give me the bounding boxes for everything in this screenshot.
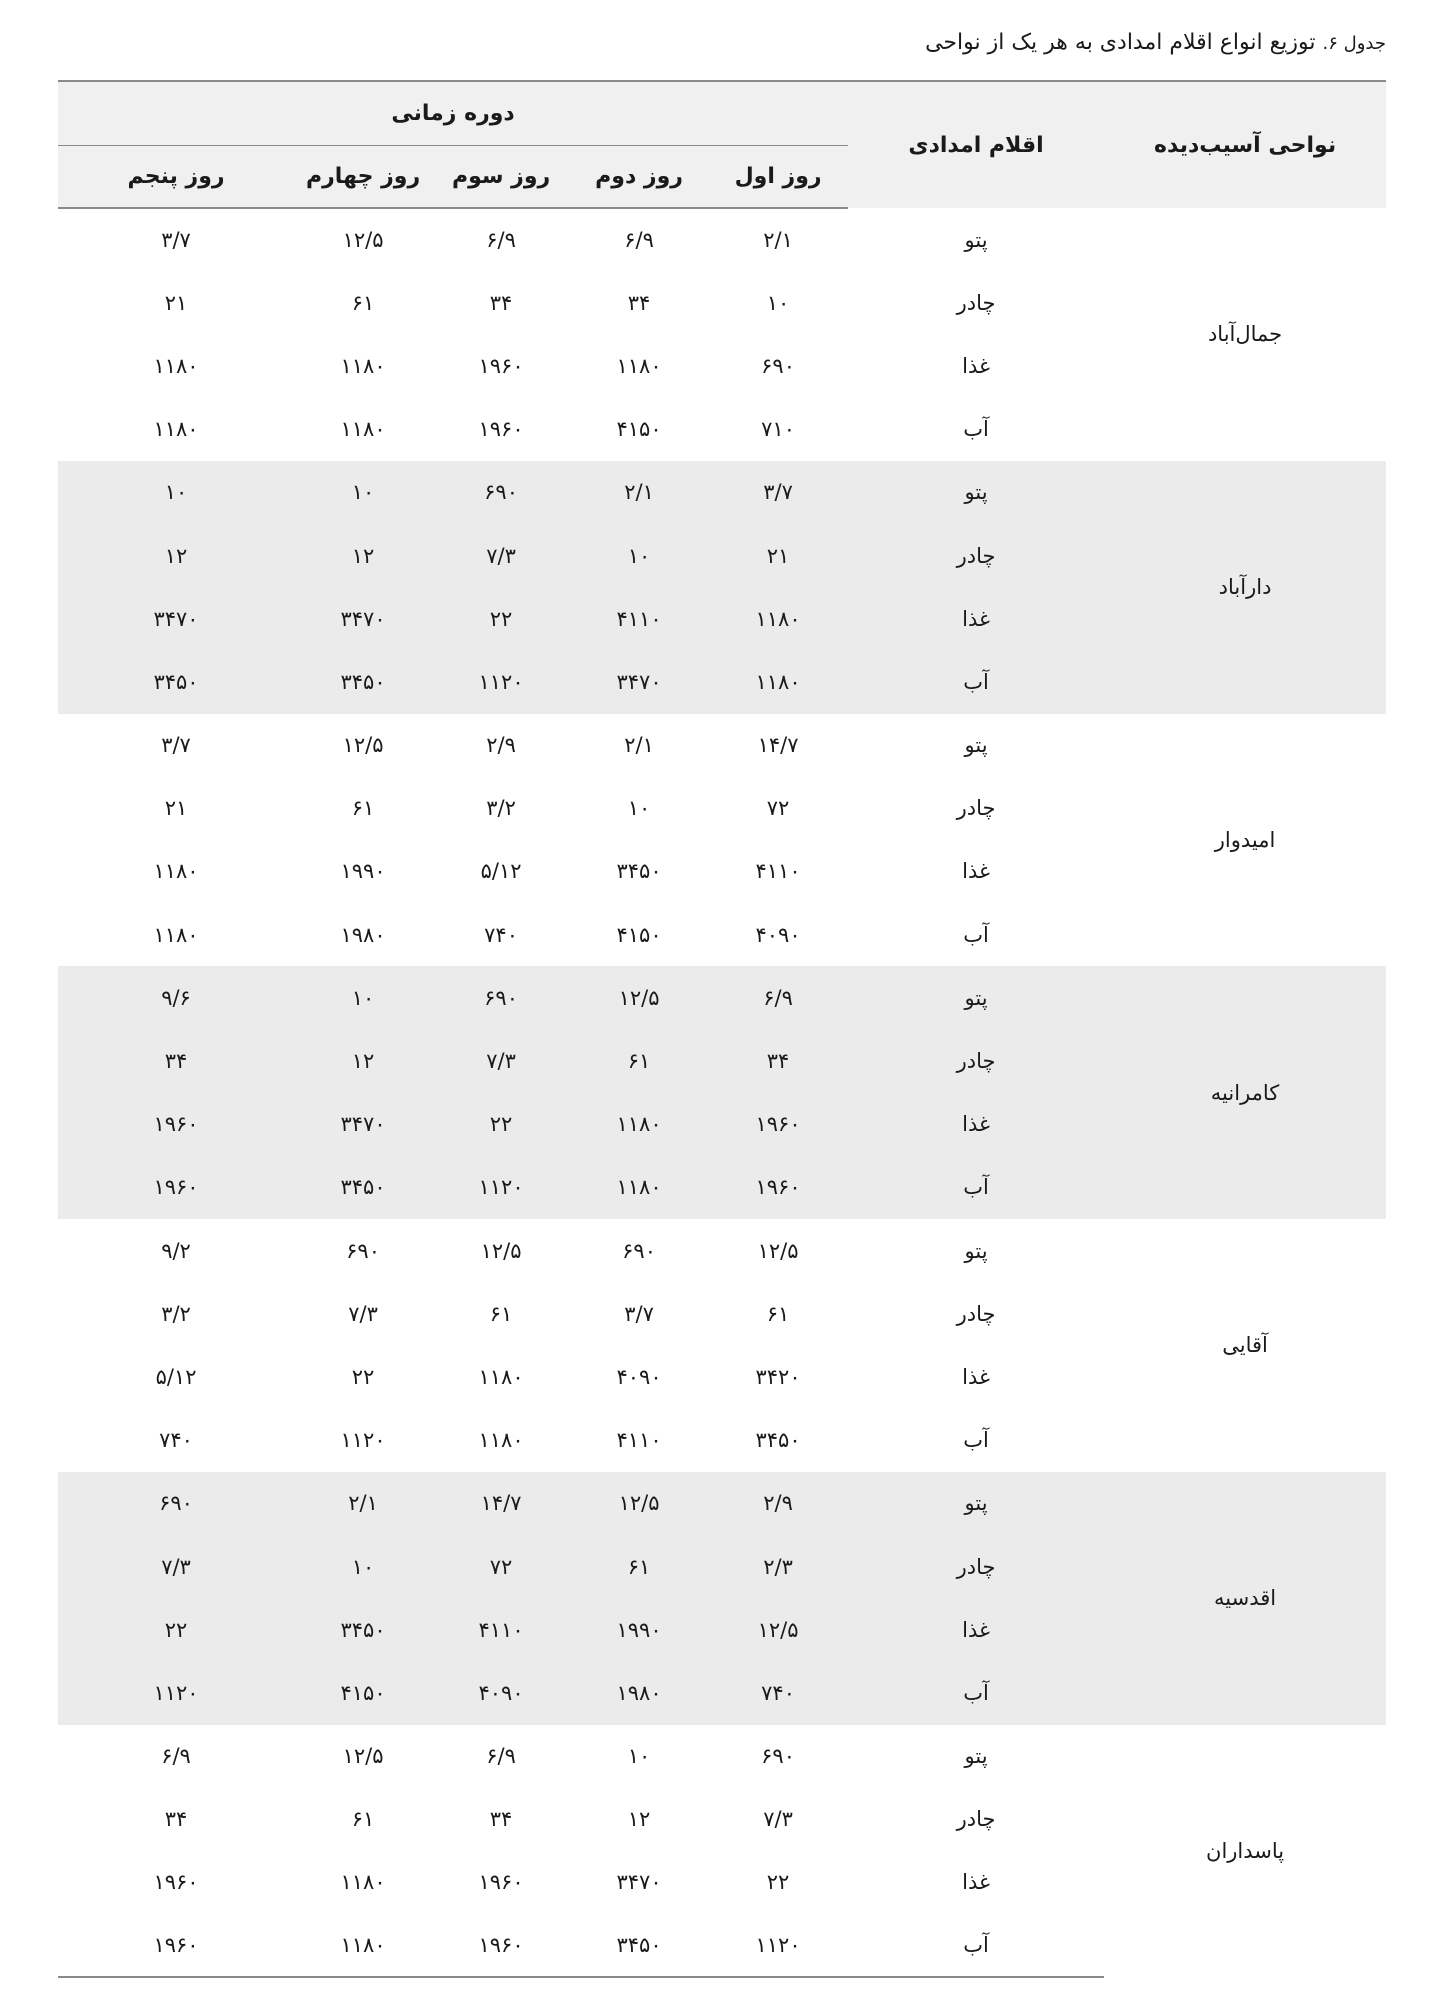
item-cell: چادر [848, 1535, 1104, 1598]
item-cell: چادر [956, 1301, 996, 1326]
region-cell: امیدوار [1214, 827, 1276, 852]
value-cell-day-5: ۱۹۶۰ [153, 1870, 199, 1895]
value-cell-day-2: ۳۴۷۰ [570, 650, 708, 713]
item-cell: چادر [956, 1807, 996, 1832]
item-cell: آب [963, 922, 989, 947]
value-cell-day-5: ۲۱ [164, 796, 188, 821]
table-header [58, 81, 1386, 208]
item-cell: آب [848, 1156, 1104, 1219]
value-cell-day-4: ۱۱۸۰ [294, 1914, 432, 1977]
value-cell-day-4: ۱۲ [294, 524, 432, 587]
value-cell-day-4: ۱۰ [294, 966, 432, 1029]
table-row [58, 966, 1386, 1029]
value-cell-day-5: ۳/۷ [161, 228, 191, 253]
value-cell-day-1: ۶۹۰ [761, 1744, 795, 1769]
value-cell-day-1: ۱۰ [766, 290, 790, 315]
relief-items-table [58, 80, 1386, 1978]
value-cell-day-2: ۴۱۱۰ [570, 587, 708, 650]
value-cell-day-4: ۱۲/۵ [342, 733, 384, 758]
value-cell-day-2: ۳/۷ [624, 1301, 654, 1326]
value-cell-day-1: ۶۱ [766, 1301, 790, 1326]
header-day-4: روز چهارم [294, 145, 432, 208]
item-cell: آب [963, 1428, 989, 1453]
value-cell-day-5: ۱۲ [58, 524, 294, 587]
item-cell: پتو [848, 1472, 1104, 1535]
value-cell-day-5: ۳/۷ [161, 733, 191, 758]
item-cell: آب [848, 650, 1104, 713]
value-cell-day-1: ۲/۹ [708, 1472, 848, 1535]
item-cell: چادر [848, 1029, 1104, 1092]
table-row [58, 1219, 1386, 1282]
value-cell-day-1: ۳۴۲۰ [755, 1364, 801, 1389]
region-cell: پاسداران [1206, 1838, 1285, 1863]
value-cell-day-5: ۱۰ [58, 461, 294, 524]
value-cell-day-4: ۱۱۸۰ [340, 353, 386, 378]
table-row [58, 714, 1386, 777]
value-cell-day-2: ۴۱۵۰ [616, 922, 662, 947]
value-cell-day-3: ۲/۹ [486, 733, 516, 758]
value-cell-day-3: ۶/۹ [486, 228, 516, 253]
value-cell-day-3: ۱۹۶۰ [478, 1870, 524, 1895]
table-row [58, 461, 1386, 524]
value-cell-day-5: ۳۴ [58, 1029, 294, 1092]
value-cell-day-5: ۶/۹ [161, 1744, 191, 1769]
value-cell-day-4: ۱۹۹۰ [340, 859, 386, 884]
value-cell-day-5: ۱۹۶۰ [58, 1156, 294, 1219]
value-cell-day-5: ۱۹۶۰ [58, 1914, 294, 1977]
value-cell-day-1: ۱۲/۵ [757, 1238, 799, 1263]
value-cell-day-3: ۳/۲ [486, 796, 516, 821]
value-cell-day-5: ۳۴۵۰ [58, 650, 294, 713]
value-cell-day-2: ۱۰ [570, 524, 708, 587]
value-cell-day-2: ۱۰ [627, 796, 651, 821]
value-cell-day-5: ۶۹۰ [58, 1472, 294, 1535]
value-cell-day-4: ۲/۱ [294, 1472, 432, 1535]
item-cell: غذا [962, 1364, 990, 1389]
value-cell-day-2: ۶/۹ [624, 228, 654, 253]
value-cell-day-3: ۶۹۰ [432, 461, 570, 524]
header-day-2: روز دوم [570, 145, 708, 208]
value-cell-day-4: ۷/۳ [348, 1301, 378, 1326]
value-cell-day-2: ۱۱۸۰ [616, 353, 662, 378]
value-cell-day-3: ۱۹۶۰ [478, 353, 524, 378]
value-cell-day-1: ۴۰۹۰ [755, 922, 801, 947]
value-cell-day-3: ۴۰۹۰ [432, 1661, 570, 1724]
value-cell-day-3: ۱۹۶۰ [432, 1914, 570, 1977]
value-cell-day-2: ۱۲ [627, 1807, 651, 1832]
value-cell-day-1: ۷/۳ [763, 1807, 793, 1832]
value-cell-day-3: ۶/۹ [486, 1744, 516, 1769]
item-cell: غذا [848, 1093, 1104, 1156]
value-cell-day-4: ۱۰ [294, 461, 432, 524]
item-cell: آب [963, 417, 989, 442]
value-cell-day-4: ۶۹۰ [346, 1238, 380, 1263]
header-day-1: روز اول [708, 145, 848, 208]
item-cell: غذا [962, 1870, 990, 1895]
item-cell: غذا [962, 859, 990, 884]
value-cell-day-3: ۱۲/۵ [480, 1238, 522, 1263]
value-cell-day-1: ۱۱۸۰ [708, 587, 848, 650]
value-cell-day-3: ۷/۳ [432, 524, 570, 587]
value-cell-day-2: ۶۱ [570, 1535, 708, 1598]
item-cell: آب [848, 1914, 1104, 1977]
caption-prefix: جدول ۶. [1322, 33, 1386, 54]
item-cell: غذا [848, 1598, 1104, 1661]
value-cell-day-4: ۱۱۸۰ [340, 1870, 386, 1895]
value-cell-day-5: ۳۴۷۰ [58, 587, 294, 650]
value-cell-day-1: ۷۱۰ [761, 417, 795, 442]
value-cell-day-5: ۳/۲ [161, 1301, 191, 1326]
item-cell: چادر [956, 796, 996, 821]
value-cell-day-1: ۶/۹ [708, 966, 848, 1029]
value-cell-day-4: ۶۱ [351, 796, 375, 821]
item-cell: پتو [964, 227, 988, 252]
value-cell-day-1: ۷۴۰ [708, 1661, 848, 1724]
value-cell-day-5: ۱۹۶۰ [58, 1093, 294, 1156]
value-cell-day-2: ۳۴۷۰ [616, 1870, 662, 1895]
item-cell: پتو [964, 1238, 988, 1263]
value-cell-day-2: ۲/۱ [624, 733, 654, 758]
value-cell-day-2: ۶۹۰ [622, 1238, 656, 1263]
value-cell-day-2: ۴۰۹۰ [616, 1364, 662, 1389]
value-cell-day-2: ۳۴ [627, 290, 651, 315]
value-cell-day-3: ۱۱۸۰ [478, 1428, 524, 1453]
value-cell-day-2: ۳۴۵۰ [570, 1914, 708, 1977]
header-period: دوره زمانی [58, 81, 848, 145]
region-cell: دارآباد [1104, 461, 1386, 714]
table-row [58, 1725, 1386, 1788]
item-cell: پتو [964, 1744, 988, 1769]
value-cell-day-5: ۱۱۸۰ [153, 417, 199, 442]
header-item: اقلام امدادی [848, 81, 1104, 208]
value-cell-day-4: ۱۲ [294, 1029, 432, 1092]
value-cell-day-3: ۱۱۸۰ [478, 1364, 524, 1389]
value-cell-day-3: ۱۴/۷ [432, 1472, 570, 1535]
value-cell-day-5: ۳۴ [164, 1807, 188, 1832]
region-cell: جمال‌آباد [1207, 322, 1283, 347]
value-cell-day-1: ۳۴ [708, 1029, 848, 1092]
value-cell-day-2: ۳۴۵۰ [616, 859, 662, 884]
value-cell-day-4: ۱۹۸۰ [340, 922, 386, 947]
item-cell: غذا [962, 353, 990, 378]
value-cell-day-1: ۱۱۸۰ [708, 650, 848, 713]
value-cell-day-3: ۲۲ [432, 587, 570, 650]
value-cell-day-3: ۷۲ [432, 1535, 570, 1598]
value-cell-day-3: ۴۱۱۰ [432, 1598, 570, 1661]
value-cell-day-1: ۴۱۱۰ [755, 859, 801, 884]
value-cell-day-1: ۲۲ [766, 1870, 790, 1895]
value-cell-day-5: ۱۱۸۰ [153, 922, 199, 947]
table-row [58, 208, 1386, 271]
value-cell-day-4: ۱۰ [294, 1535, 432, 1598]
item-cell: پتو [964, 733, 988, 758]
value-cell-day-5: ۱۱۸۰ [153, 353, 199, 378]
value-cell-day-5: ۷/۳ [58, 1535, 294, 1598]
value-cell-day-4: ۳۴۵۰ [294, 1598, 432, 1661]
value-cell-day-1: ۱۹۶۰ [708, 1093, 848, 1156]
value-cell-day-5: ۷۴۰ [159, 1428, 193, 1453]
value-cell-day-4: ۱۱۲۰ [340, 1428, 386, 1453]
value-cell-day-5: ۹/۶ [58, 966, 294, 1029]
table-body [58, 208, 1386, 1977]
region-cell: کامرانیه [1104, 966, 1386, 1219]
caption-text: توزیع انواع اقلام امدادی به هر یک از نواحی [925, 30, 1323, 55]
value-cell-day-5: ۲۲ [58, 1598, 294, 1661]
value-cell-day-2: ۱۱۸۰ [570, 1093, 708, 1156]
value-cell-day-2: ۱۹۸۰ [570, 1661, 708, 1724]
value-cell-day-3: ۱۱۲۰ [432, 650, 570, 713]
value-cell-day-4: ۴۱۵۰ [294, 1661, 432, 1724]
value-cell-day-4: ۳۴۷۰ [294, 1093, 432, 1156]
value-cell-day-5: ۱۱۸۰ [153, 859, 199, 884]
value-cell-day-2: ۱۲/۵ [570, 1472, 708, 1535]
value-cell-day-3: ۱۱۲۰ [432, 1156, 570, 1219]
value-cell-day-3: ۶۹۰ [432, 966, 570, 1029]
item-cell: آب [848, 1661, 1104, 1724]
value-cell-day-1: ۱۱۲۰ [708, 1914, 848, 1977]
value-cell-day-3: ۷۴۰ [484, 922, 518, 947]
value-cell-day-4: ۱۲/۵ [342, 1744, 384, 1769]
value-cell-day-1: ۲۱ [708, 524, 848, 587]
value-cell-day-5: ۵/۱۲ [155, 1364, 197, 1389]
value-cell-day-4: ۳۴۷۰ [294, 587, 432, 650]
value-cell-day-4: ۱۱۸۰ [340, 417, 386, 442]
value-cell-day-1: ۷۲ [766, 796, 790, 821]
value-cell-day-2: ۲/۱ [570, 461, 708, 524]
region-cell: آقایی [1222, 1333, 1268, 1358]
value-cell-day-3: ۲۲ [432, 1093, 570, 1156]
header-day-5: روز پنجم [58, 145, 294, 208]
item-cell: غذا [848, 587, 1104, 650]
value-cell-day-2: ۴۱۱۰ [616, 1428, 662, 1453]
value-cell-day-1: ۱۴/۷ [757, 733, 799, 758]
value-cell-day-2: ۱۲/۵ [570, 966, 708, 1029]
value-cell-day-1: ۲/۳ [708, 1535, 848, 1598]
value-cell-day-2: ۴۱۵۰ [616, 417, 662, 442]
item-cell: چادر [956, 290, 996, 315]
value-cell-day-1: ۶۹۰ [761, 353, 795, 378]
header-region: نواحی آسیب‌دیده [1104, 81, 1386, 208]
table-row [58, 1472, 1386, 1535]
value-cell-day-4: ۲۲ [351, 1364, 375, 1389]
value-cell-day-1: ۱۲/۵ [708, 1598, 848, 1661]
value-cell-day-3: ۵/۱۲ [480, 859, 522, 884]
value-cell-day-3: ۳۴ [489, 290, 513, 315]
table-caption [925, 30, 1386, 55]
item-cell: پتو [848, 966, 1104, 1029]
value-cell-day-4: ۶۱ [351, 1807, 375, 1832]
value-cell-day-3: ۳۴ [489, 1807, 513, 1832]
value-cell-day-3: ۷/۳ [432, 1029, 570, 1092]
value-cell-day-5: ۱۱۲۰ [58, 1661, 294, 1724]
item-cell: چادر [848, 524, 1104, 587]
value-cell-day-2: ۱۰ [627, 1744, 651, 1769]
value-cell-day-5: ۹/۲ [161, 1238, 191, 1263]
value-cell-day-4: ۳۴۵۰ [294, 1156, 432, 1219]
item-cell: پتو [848, 461, 1104, 524]
region-cell: اقدسیه [1104, 1472, 1386, 1725]
value-cell-day-1: ۳۴۵۰ [755, 1428, 801, 1453]
value-cell-day-5: ۲۱ [164, 290, 188, 315]
value-cell-day-2: ۱۹۹۰ [570, 1598, 708, 1661]
value-cell-day-3: ۶۱ [489, 1301, 513, 1326]
value-cell-day-2: ۱۱۸۰ [570, 1156, 708, 1219]
value-cell-day-1: ۱۹۶۰ [708, 1156, 848, 1219]
header-day-3: روز سوم [432, 145, 570, 208]
value-cell-day-1: ۳/۷ [708, 461, 848, 524]
value-cell-day-2: ۶۱ [570, 1029, 708, 1092]
value-cell-day-1: ۲/۱ [763, 228, 793, 253]
value-cell-day-4: ۳۴۵۰ [294, 650, 432, 713]
value-cell-day-4: ۶۱ [351, 290, 375, 315]
value-cell-day-4: ۱۲/۵ [342, 228, 384, 253]
value-cell-day-3: ۱۹۶۰ [478, 417, 524, 442]
